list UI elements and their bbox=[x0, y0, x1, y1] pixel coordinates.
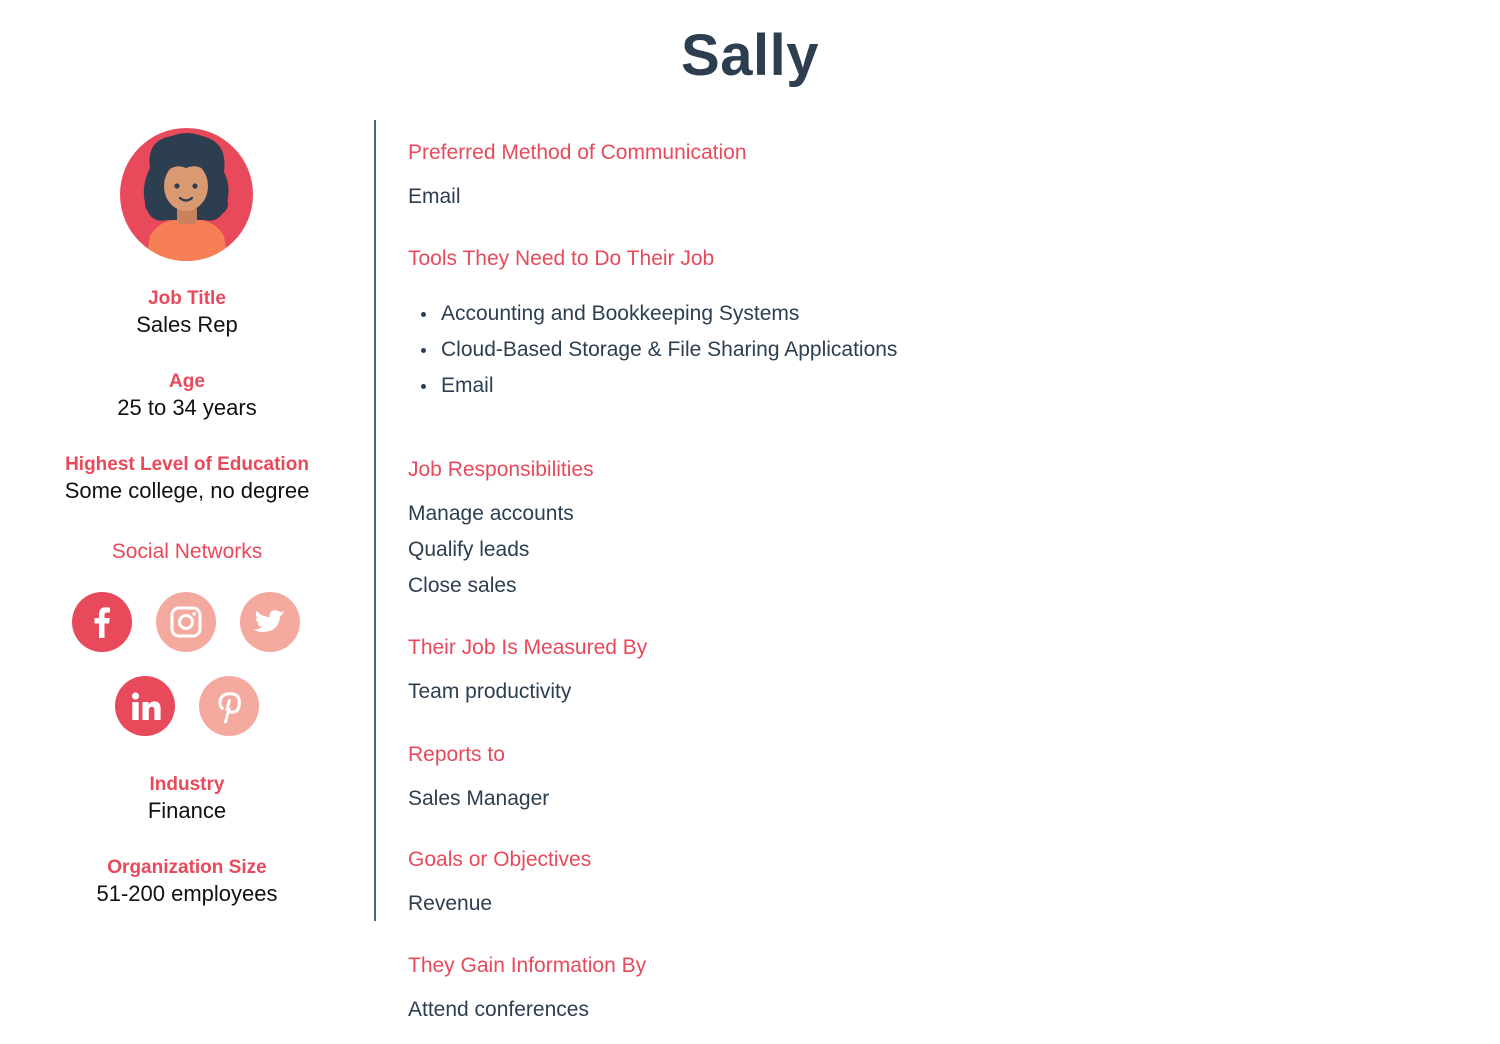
instagram-icon[interactable] bbox=[156, 592, 216, 652]
bullet-icon bbox=[421, 384, 426, 389]
responsibilities-list bbox=[408, 496, 574, 604]
goals-heading: Goals or Objectives bbox=[408, 848, 592, 871]
list-item bbox=[408, 332, 897, 368]
persona-name: Sally bbox=[681, 23, 819, 88]
bullet-icon bbox=[421, 312, 426, 317]
age-field bbox=[0, 370, 374, 422]
education-value: Some college, no degree bbox=[64, 478, 310, 503]
age-value: 25 to 34 years bbox=[117, 395, 257, 420]
tool-item-text: Cloud-Based Storage & File Sharing Applications bbox=[441, 338, 898, 361]
reports-to-value: Sales Manager bbox=[408, 787, 550, 810]
list-item: Manage accounts bbox=[408, 502, 574, 525]
job-title-field bbox=[0, 287, 374, 339]
information-value: Attend conferences bbox=[408, 998, 589, 1021]
measured-by-heading: Their Job Is Measured By bbox=[408, 636, 648, 659]
information-heading: They Gain Information By bbox=[408, 954, 647, 977]
tools-heading: Tools They Need to Do Their Job bbox=[408, 247, 715, 270]
responsibilities-heading: Job Responsibilities bbox=[408, 458, 594, 481]
avatar bbox=[120, 128, 253, 261]
goals-value: Revenue bbox=[408, 892, 493, 915]
list-item bbox=[408, 296, 897, 332]
list-item bbox=[408, 368, 897, 404]
communication-heading: Preferred Method of Communication bbox=[408, 141, 747, 164]
avatar-illustration bbox=[120, 128, 253, 261]
facebook-icon[interactable] bbox=[72, 592, 132, 652]
twitter-icon[interactable] bbox=[240, 592, 300, 652]
job-title-label: Job Title bbox=[148, 288, 226, 309]
tool-item-text: Accounting and Bookkeeping Systems bbox=[441, 302, 800, 325]
list-item: Qualify leads bbox=[408, 538, 530, 561]
social-networks-label: Social Networks bbox=[111, 540, 263, 563]
pinterest-icon[interactable] bbox=[199, 676, 259, 736]
communication-value: Email bbox=[408, 185, 461, 208]
column-divider bbox=[374, 120, 376, 921]
job-title-value: Sales Rep bbox=[136, 312, 238, 337]
age-label: Age bbox=[169, 371, 205, 392]
persona-profile-column bbox=[0, 0, 374, 1044]
industry-value: Finance bbox=[147, 798, 227, 823]
education-field bbox=[0, 453, 374, 505]
list-item: Close sales bbox=[408, 574, 517, 597]
tool-item-text: Email bbox=[441, 374, 494, 397]
linkedin-icon[interactable] bbox=[115, 676, 175, 736]
reports-to-heading: Reports to bbox=[408, 743, 505, 766]
bullet-icon bbox=[421, 348, 426, 353]
tools-list bbox=[408, 296, 897, 404]
measured-by-value: Team productivity bbox=[408, 680, 572, 703]
organization-size-field bbox=[0, 856, 374, 908]
industry-field bbox=[0, 773, 374, 825]
industry-label: Industry bbox=[149, 774, 225, 795]
organization-size-label: Organization Size bbox=[107, 857, 267, 878]
education-label: Highest Level of Education bbox=[65, 454, 309, 475]
organization-size-value: 51-200 employees bbox=[96, 881, 278, 906]
